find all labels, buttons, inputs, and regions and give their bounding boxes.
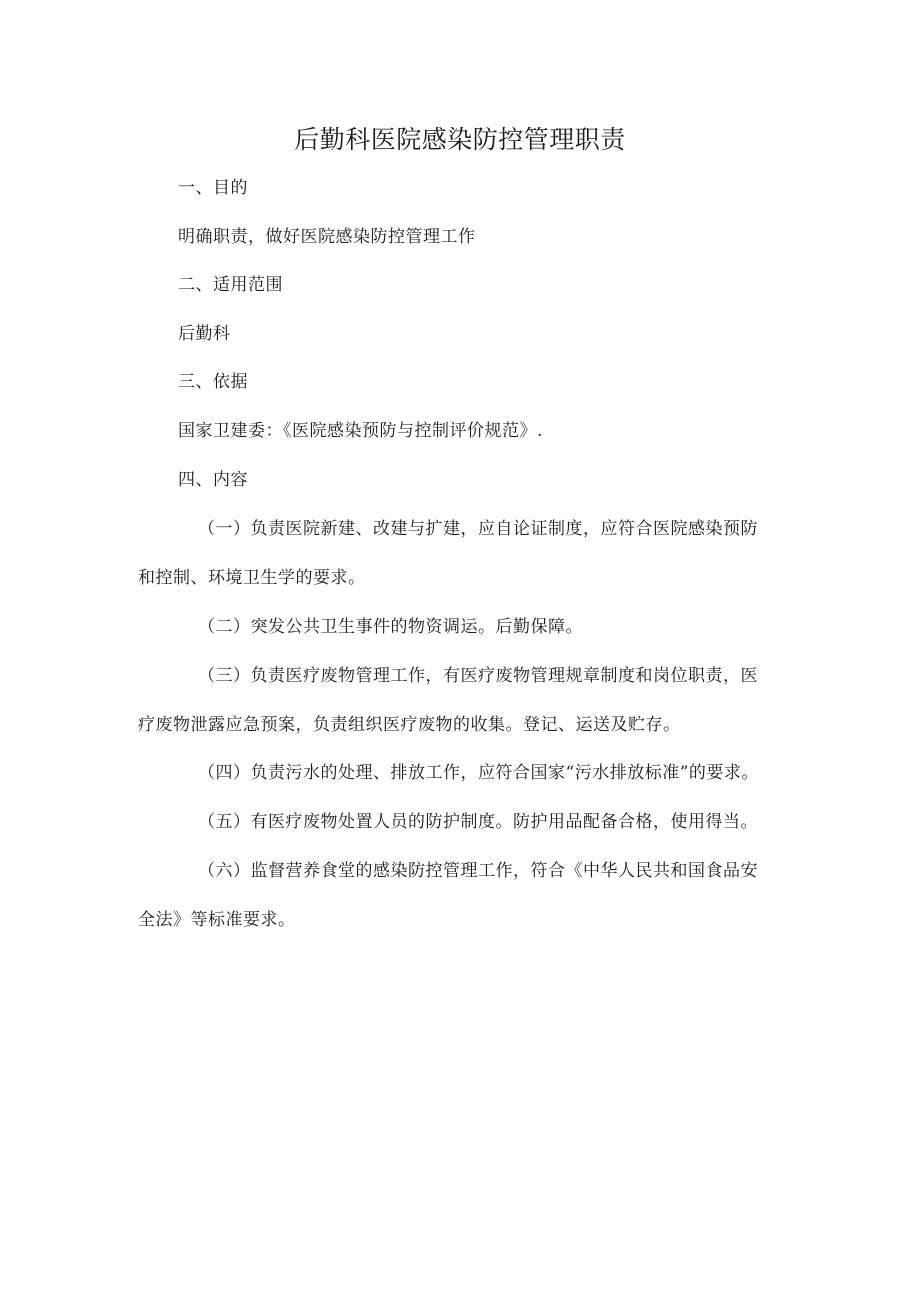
section-text-scope: 后勤科 [178,324,231,344]
content-item-4-line-1: （四）负责污水的处理、排放工作，应符合国家“污水排放标准”的要求。 [198,763,759,783]
section-heading-basis: 三、依据 [178,372,248,392]
content-item-6-line-2: 全法》等标准要求。 [138,910,296,930]
content-item-3-line-2: 疗废物泄露应急预案，负责组织医疗废物的收集。登记、运送及贮存。 [138,715,681,735]
section-text-purpose: 明确职责，做好医院感染防控管理工作 [178,227,476,247]
content-item-3-line-1: （三）负责医疗废物管理工作，有医疗废物管理规章制度和岗位职责，医 [198,666,758,686]
document-title: 后勤科医院感染防控管理职责 [294,125,626,154]
section-heading-purpose: 一、目的 [178,178,248,198]
content-item-6-line-1: （六）监督营养食堂的感染防控管理工作，符合《中华人民共和国食品安 [198,861,758,881]
section-heading-content: 四、内容 [178,470,248,490]
content-item-5-line-1: （五）有医疗废物处置人员的防护制度。防护用品配备合格，使用得当。 [198,812,758,832]
content-item-1-line-1: （一）负责医院新建、改建与扩建，应自论证制度，应符合医院感染预防 [198,519,758,539]
content-item-2-line-1: （二）突发公共卫生事件的物资调运。后勤保障。 [198,617,583,637]
section-heading-scope: 二、适用范围 [178,275,283,295]
section-text-basis: 国家卫建委：《医院感染预防与控制评价规范》. [178,421,543,441]
content-item-1-line-2: 和控制、环境卫生学的要求。 [138,568,366,588]
